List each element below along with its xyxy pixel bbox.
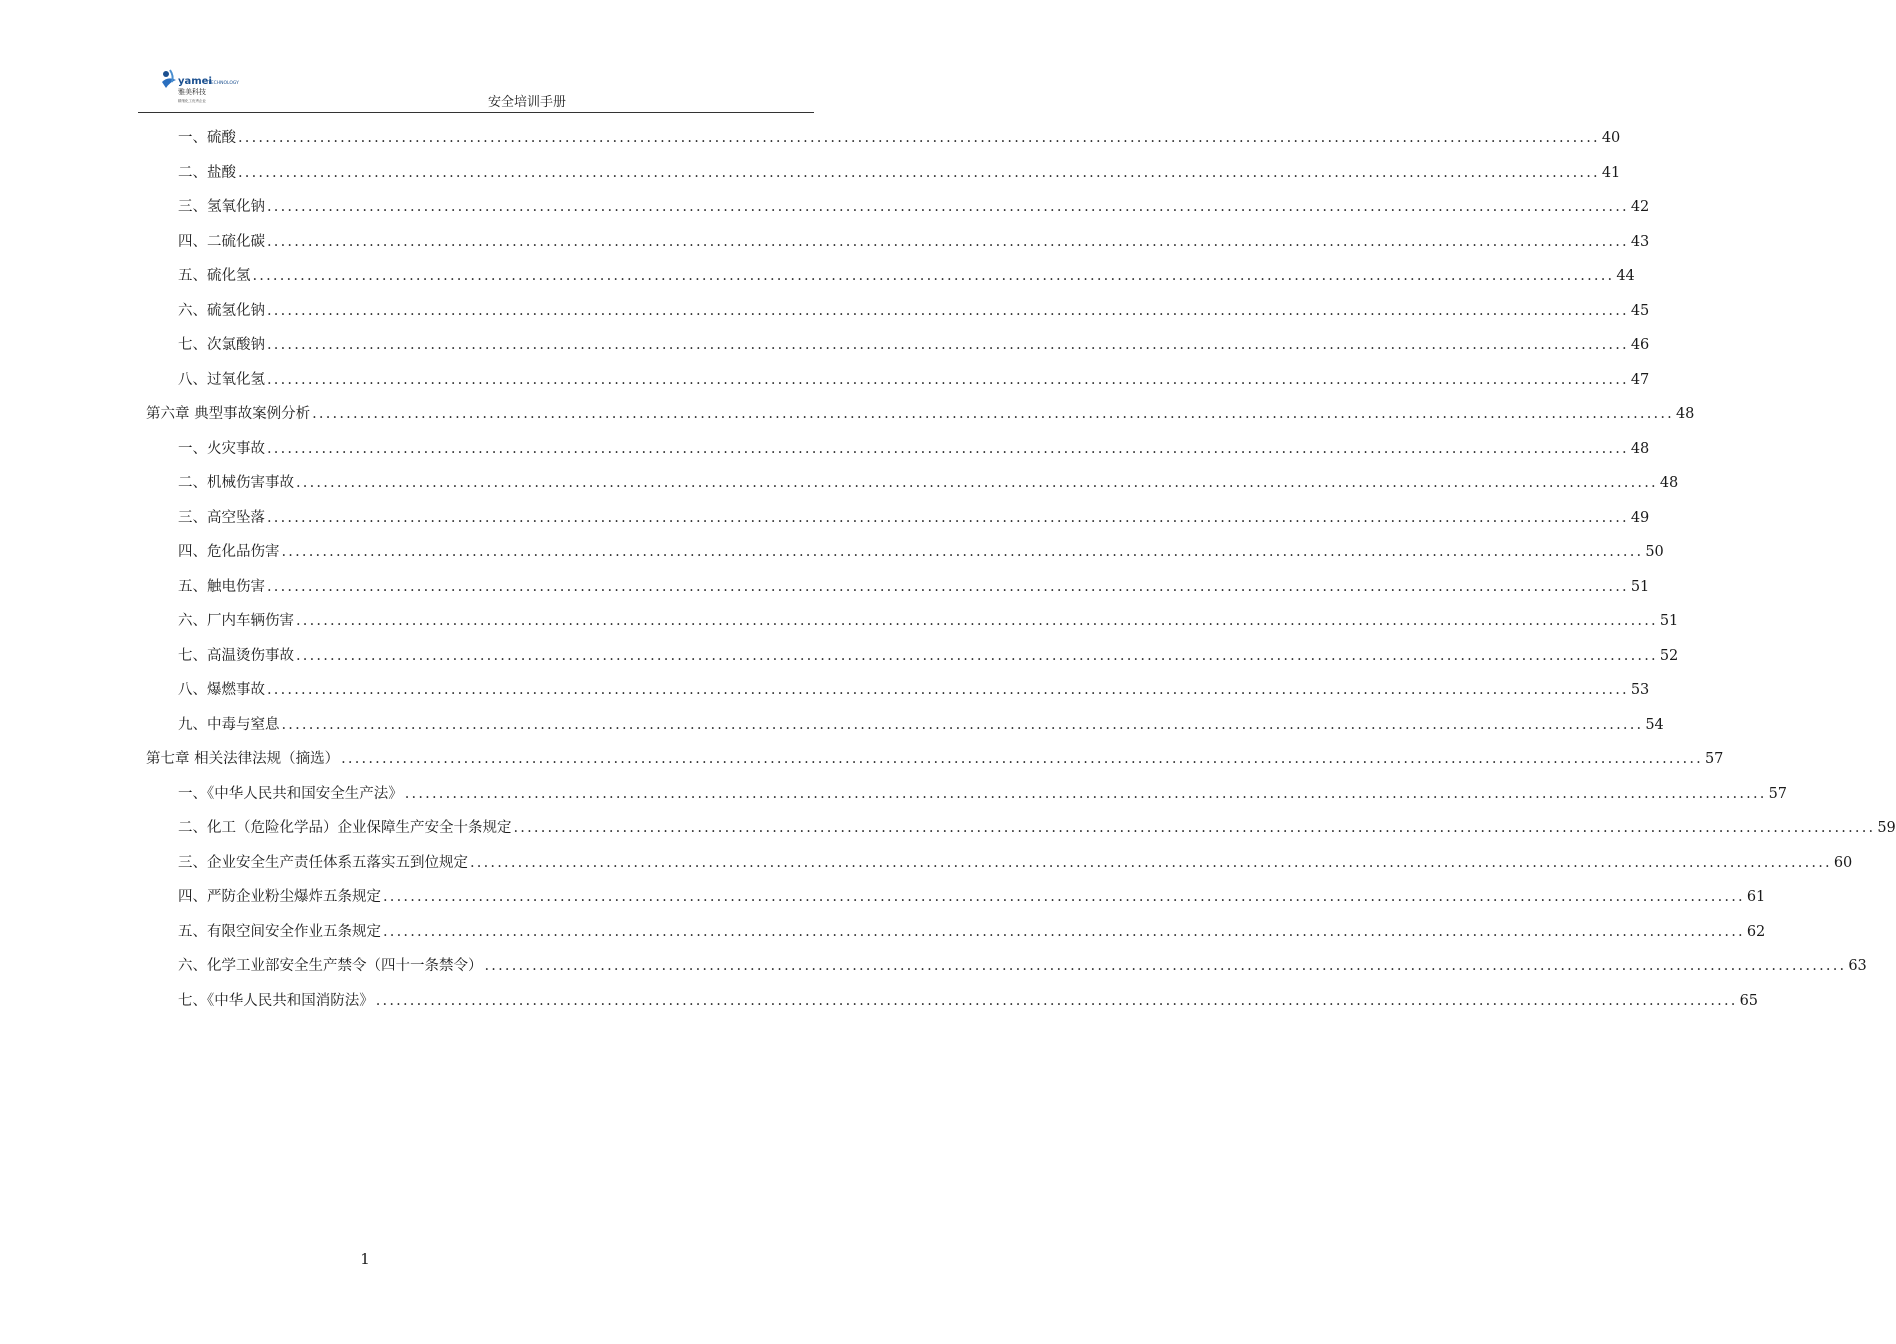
toc-entry[interactable] [146,264,1635,299]
toc-chapter-entry[interactable] [146,747,1724,782]
toc-leader-dots: ........................................................................................................................................................................................................ [252,268,1615,284]
toc-entry-label: 七、高温烫伤事故 [178,647,294,664]
toc-entry-label: 六、化学工业部安全生产禁令（四十一条禁令） [178,958,483,974]
toc-entry-label: 五、触电伤害 [178,578,265,595]
toc-entry[interactable] [146,333,1650,368]
toc-entry-label: 一、硫酸 [178,130,236,146]
page-header [138,60,814,113]
toc-entry-label: 第七章 相关法律法规（摘选） [146,751,340,767]
toc-entry-page: 43 [1630,233,1650,250]
toc-leader-dots: ........................................................................................................................................................................................................ [281,544,1644,560]
toc-entry-page: 51 [1630,578,1650,595]
toc-leader-dots: ........................................................................................................................................................................................................ [312,406,1674,422]
toc-entry[interactable] [146,920,1766,955]
toc-entry-page: 57 [1704,751,1724,767]
svg-text:yamei: yamei [178,76,212,87]
toc-entry-page: 52 [1659,647,1679,664]
toc-leader-dots: ........................................................................................................................................................................................................ [267,682,1629,698]
toc-entry-page: 65 [1739,992,1759,1009]
toc-entry-page: 45 [1630,302,1650,319]
toc-entry[interactable] [146,126,1621,161]
toc-leader-dots: ........................................................................................................................................................................................................ [484,958,1847,974]
toc-entry-page: 59 [1877,820,1896,836]
toc-leader-dots: ........................................................................................................................................................................................................ [267,509,1629,526]
svg-text:精细化工优秀企业: 精细化工优秀企业 [178,99,206,103]
toc-entry[interactable] [146,954,1867,989]
toc-leader-dots: ........................................................................................................................................................................................................ [238,164,1600,181]
toc-entry-label: 二、机械伤害事故 [178,475,294,491]
toc-entry[interactable] [146,609,1679,644]
toc-leader-dots: ........................................................................................................................................................................................................ [296,613,1658,629]
svg-text:雅美科技: 雅美科技 [178,88,206,96]
toc-entry-label: 五、有限空间安全作业五条规定 [178,923,381,940]
toc-entry-label: 三、氢氧化钠 [178,199,265,215]
toc-entry-page: 48 [1675,406,1695,422]
toc-entry-page: 42 [1630,199,1650,215]
toc-entry[interactable] [146,575,1650,610]
toc-entry-page: 51 [1659,613,1679,629]
svg-text:TECHNOLOGY: TECHNOLOGY [208,81,239,86]
toc-leader-dots: ........................................................................................................................................................................................................ [383,923,1745,940]
toc-entry-page: 63 [1848,958,1867,974]
toc-entry-page: 46 [1630,337,1650,353]
toc-entry-page: 60 [1833,854,1853,871]
toc-leader-dots: ........................................................................................................................................................................................................ [470,854,1832,871]
toc-entry-label: 五、硫化氢 [178,268,251,284]
toc-chapter-entry[interactable] [146,402,1695,437]
toc-entry-page: 62 [1746,923,1766,940]
toc-leader-dots: ........................................................................................................................................................................................................ [267,440,1629,457]
toc-entry-label: 四、二硫化碳 [178,233,265,250]
toc-entry-page: 44 [1616,268,1635,284]
toc-entry-label: 六、厂内车辆伤害 [178,613,294,629]
toc-entry[interactable] [146,540,1664,575]
toc-entry-page: 41 [1601,164,1621,181]
toc-entry-label: 一、火灾事故 [178,440,265,457]
toc-entry[interactable] [146,230,1650,265]
toc-leader-dots: ........................................................................................................................................................................................................ [281,716,1644,733]
toc-leader-dots: ........................................................................................................................................................................................................ [267,578,1629,595]
toc-entry[interactable] [146,885,1766,920]
toc-entry-label: 八、爆燃事故 [178,682,265,698]
toc-entry-page: 54 [1645,716,1664,733]
toc-entry-label: 七、《中华人民共和国消防法》 [178,992,374,1009]
toc-entry[interactable] [146,299,1650,334]
toc-entry[interactable] [146,782,1788,817]
toc-leader-dots: ........................................................................................................................................................................................................ [267,233,1629,250]
toc-leader-dots: ........................................................................................................................................................................................................ [296,647,1658,664]
toc-entry[interactable] [146,437,1650,472]
toc-entry-page: 49 [1630,509,1650,526]
toc-entry[interactable] [146,989,1759,1024]
toc-entry-page: 53 [1630,682,1650,698]
toc-leader-dots: ........................................................................................................................................................................................................ [513,820,1876,836]
table-of-contents [146,126,1896,1023]
toc-leader-dots: ........................................................................................................................................................................................................ [341,751,1703,767]
toc-entry-label: 二、盐酸 [178,164,236,181]
toc-entry[interactable] [146,678,1650,713]
toc-entry-label: 第六章 典型事故案例分析 [146,406,311,422]
toc-entry-label: 二、化工（危险化学品）企业保障生产安全十条规定 [178,820,512,836]
toc-leader-dots: ........................................................................................................................................................................................................ [267,302,1629,319]
toc-leader-dots: ........................................................................................................................................................................................................ [404,785,1767,802]
toc-entry[interactable] [146,644,1679,679]
toc-entry[interactable] [146,851,1853,886]
page-number: 1 [360,1250,370,1268]
toc-entry-label: 七、次氯酸钠 [178,337,265,353]
toc-leader-dots: ........................................................................................................................................................................................................ [267,199,1629,215]
yamei-logo-icon [158,68,258,108]
toc-entry[interactable] [146,195,1650,230]
toc-entry-page: 61 [1746,889,1766,905]
toc-entry[interactable] [146,471,1679,506]
toc-entry[interactable] [146,161,1621,196]
toc-entry-page: 57 [1768,785,1788,802]
toc-entry[interactable] [146,506,1650,541]
toc-entry-label: 四、危化品伤害 [178,544,280,560]
toc-entry[interactable] [146,816,1896,851]
toc-entry[interactable] [146,368,1650,403]
toc-entry-page: 48 [1630,440,1650,457]
toc-entry-page: 47 [1630,371,1650,388]
toc-entry[interactable] [146,713,1664,748]
toc-leader-dots: ........................................................................................................................................................................................................ [383,889,1745,905]
toc-entry-label: 六、硫氢化钠 [178,302,265,319]
toc-entry-label: 一、《中华人民共和国安全生产法》 [178,785,403,802]
header-title: 安全培训手册 [487,95,566,110]
toc-leader-dots: ........................................................................................................................................................................................................ [267,371,1629,388]
toc-entry-label: 八、过氧化氢 [178,371,265,388]
toc-entry-page: 40 [1601,130,1621,146]
toc-leader-dots: ........................................................................................................................................................................................................ [238,130,1600,146]
toc-entry-label: 四、严防企业粉尘爆炸五条规定 [178,889,381,905]
toc-leader-dots: ........................................................................................................................................................................................................ [267,337,1629,353]
toc-entry-label: 三、企业安全生产责任体系五落实五到位规定 [178,854,468,871]
toc-leader-dots: ........................................................................................................................................................................................................ [375,992,1738,1009]
toc-entry-label: 九、中毒与窒息 [178,716,280,733]
toc-leader-dots: ........................................................................................................................................................................................................ [296,475,1658,491]
toc-entry-page: 50 [1645,544,1664,560]
toc-entry-page: 48 [1659,475,1679,491]
toc-entry-label: 三、高空坠落 [178,509,265,526]
